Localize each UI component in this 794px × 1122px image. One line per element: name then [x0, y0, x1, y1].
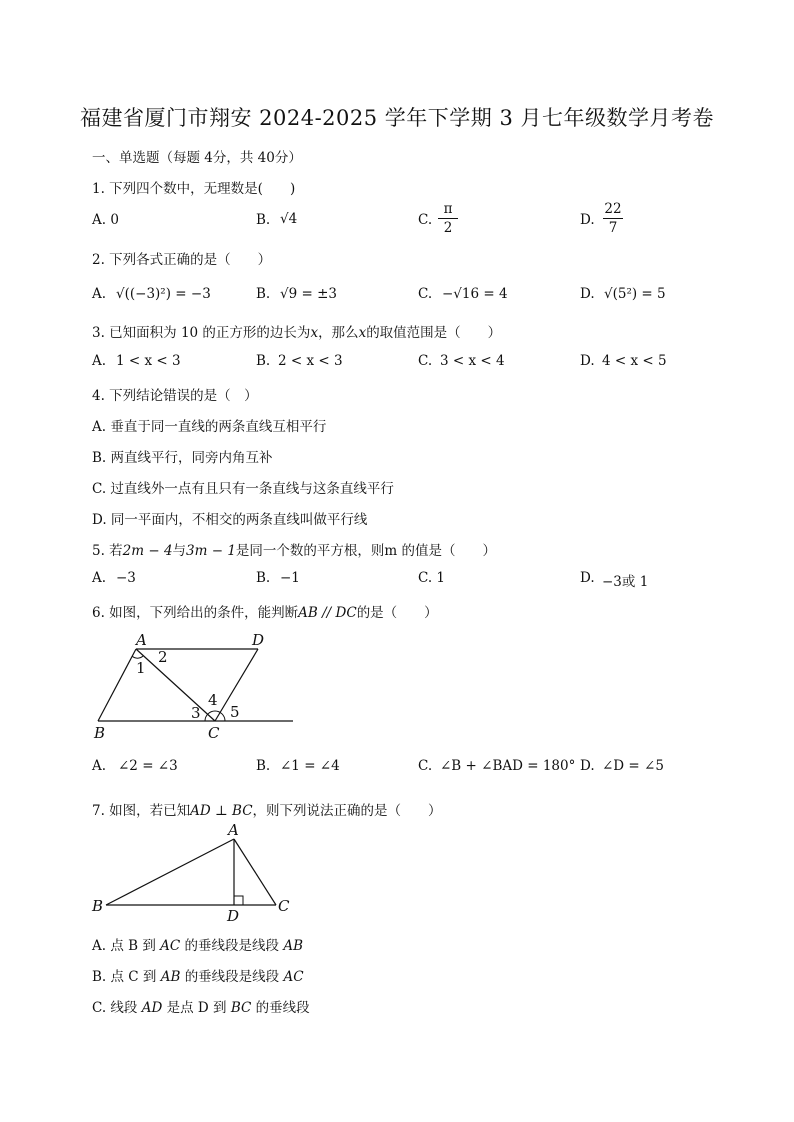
- segment-ab: [98, 649, 136, 721]
- q4-option-d: D. 同一平面内，不相交的两条直线叫做平行线: [92, 512, 368, 528]
- angle-arc-a: [132, 656, 143, 658]
- q4-option-a: A. 垂直于同一直线的两条直线互相平行: [92, 419, 327, 435]
- vertex-label-b: B: [92, 897, 104, 915]
- q6-option-a-label: A.: [92, 758, 107, 774]
- q7-c-math-2: BC: [230, 1000, 252, 1016]
- q5-expression-2: 3m − 1: [186, 543, 236, 559]
- q5-option-a-label: A.: [92, 570, 107, 586]
- q7-triangle-figure: [88, 820, 298, 926]
- vertex-label-c: C: [208, 724, 220, 742]
- q7-b-text-mid: 的垂线段是线段: [184, 969, 280, 985]
- q7-stem-part-b: ，则下列说法正确的是（ ）: [252, 803, 442, 819]
- fraction-bar: [603, 218, 623, 219]
- q1-option-b-expr: √4: [280, 211, 298, 227]
- segment-ac: [234, 839, 276, 905]
- q6-option-d-label: D.: [580, 758, 595, 774]
- angle-arc-c: [205, 711, 225, 721]
- q7-c-text-mid: 是点 D 到: [166, 1000, 227, 1016]
- vertex-label-c: C: [278, 897, 290, 915]
- q5-option-d-value: −3或 1: [602, 574, 649, 590]
- q7-option-b: [92, 965, 304, 985]
- q6-parallel-expression: AB // DC: [298, 605, 357, 621]
- q5-option-d-label: D.: [580, 570, 595, 586]
- q5-option-b-value: −1: [280, 570, 300, 586]
- fraction-numerator: π: [443, 201, 453, 217]
- q6-option-b-expr: ∠1 = ∠4: [280, 758, 340, 774]
- q3-stem-part-a: 3. 已知面积为 10 的正方形的边长为: [92, 325, 311, 341]
- q3-option-b-label: B.: [256, 353, 271, 369]
- question-2-stem: 2. 下列各式正确的是（ ）: [92, 252, 272, 268]
- q7-a-math-2: AB: [283, 938, 303, 954]
- q3-option-a-label: A.: [92, 353, 107, 369]
- q1-option-c-label: C.: [418, 212, 433, 228]
- q2-option-b-expr: √9 = ±3: [280, 286, 337, 302]
- q3-variable: x: [310, 325, 319, 341]
- vertex-label-d: D: [227, 907, 240, 925]
- q6-option-b-label: B.: [256, 758, 271, 774]
- q2-option-a-expr: √((−3)²) = −3: [116, 286, 211, 302]
- q3-variable: x: [358, 325, 367, 341]
- q1-option-d-label: D.: [580, 212, 595, 228]
- vertex-label-a: A: [136, 631, 147, 649]
- q7-c-math-1: AD: [141, 1000, 163, 1016]
- angle-label-2: 2: [158, 648, 168, 666]
- q1-option-d-fraction: [601, 201, 625, 236]
- vertex-label-d: D: [252, 631, 265, 649]
- q7-b-math-2: AC: [283, 969, 304, 985]
- right-angle-mark: [234, 896, 243, 905]
- fraction-numerator: 22: [604, 201, 622, 217]
- q1-option-a: A. 0: [92, 212, 119, 228]
- q6-option-d-expr: ∠D = ∠5: [602, 758, 664, 774]
- q7-a-text: A. 点 B 到: [92, 938, 156, 954]
- q3-option-c-label: C.: [418, 353, 433, 369]
- vertex-label-a: A: [228, 821, 239, 839]
- q7-c-text: C. 线段: [92, 1000, 138, 1016]
- q6-stem-part-a: 6. 如图，下列给出的条件，能判断: [92, 605, 299, 621]
- q2-option-c-label: C.: [418, 286, 433, 302]
- q7-stem-part-a: 7. 如图，若已知: [92, 803, 191, 819]
- q6-parallelogram-figure: [88, 628, 298, 743]
- fraction-denominator: 7: [608, 220, 618, 236]
- q2-option-d-label: D.: [580, 286, 595, 302]
- section-heading: 一、单选题（每题 4分，共 40分）: [92, 150, 302, 166]
- q3-stem-part-b: ，那么: [318, 325, 359, 341]
- q3-option-d-expr: 4 < x < 5: [602, 353, 667, 369]
- angle-label-3: 3: [191, 704, 201, 722]
- q4-option-b: B. 两直线平行，同旁内角互补: [92, 450, 273, 466]
- exam-title: 福建省厦门市翔安 2024-2025 学年下学期 3 月七年级数学月考卷: [79, 106, 715, 130]
- q7-b-math-1: AB: [160, 969, 181, 985]
- q6-option-c-label: C.: [418, 758, 433, 774]
- q6-stem-part-b: 的是（ ）: [356, 605, 438, 621]
- vertex-label-b: B: [94, 724, 106, 742]
- q5-expression-1: 2m − 4: [122, 543, 173, 559]
- question-7-stem: [92, 799, 442, 819]
- q1-option-b-label: B.: [256, 212, 271, 228]
- q7-c-text-end: 的垂线段: [255, 1000, 310, 1016]
- q5-stem-part-c: 是同一个数的平方根，则m 的值是（ ）: [235, 543, 497, 559]
- q2-option-c-expr: −√16 = 4: [442, 286, 508, 302]
- q3-stem-part-c: 的取值范围是（ ）: [366, 325, 502, 341]
- fraction-bar: [438, 218, 458, 219]
- q6-option-a-expr: ∠2 = ∠3: [118, 758, 178, 774]
- question-6-stem: [92, 601, 438, 621]
- q3-option-a-expr: 1 < x < 3: [116, 353, 181, 369]
- question-4-stem: 4. 下列结论错误的是（ ）: [92, 388, 258, 404]
- q7-a-math-1: AC: [160, 938, 181, 954]
- question-3-stem: [92, 321, 501, 341]
- q2-option-d-expr: √(5²) = 5: [604, 286, 666, 302]
- q7-option-c: [92, 996, 310, 1016]
- q1-option-c-fraction: [436, 201, 460, 236]
- question-5-stem: [92, 539, 496, 559]
- q7-b-text: B. 点 C 到: [92, 969, 157, 985]
- q5-option-c: C. 1: [418, 570, 446, 586]
- segment-ac: [136, 649, 215, 721]
- question-1-stem: 1. 下列四个数中，无理数是( ): [92, 181, 296, 197]
- q3-option-d-label: D.: [580, 353, 595, 369]
- q2-option-a-label: A.: [92, 286, 107, 302]
- angle-label-4: 4: [208, 691, 218, 709]
- q4-option-c: C. 过直线外一点有且只有一条直线与这条直线平行: [92, 481, 394, 497]
- q3-option-c-expr: 3 < x < 4: [440, 353, 505, 369]
- angle-label-1: 1: [136, 659, 146, 677]
- angle-label-5: 5: [230, 703, 240, 721]
- q5-stem-part-a: 5. 若: [92, 543, 123, 559]
- segment-ab: [106, 839, 234, 905]
- q5-option-a-value: −3: [116, 570, 136, 586]
- q2-option-b-label: B.: [256, 286, 271, 302]
- fraction-denominator: 2: [443, 220, 453, 236]
- q3-option-b-expr: 2 < x < 3: [278, 353, 343, 369]
- q6-option-c-expr: ∠B + ∠BAD = 180°: [440, 758, 576, 774]
- q5-stem-part-b: 与: [172, 543, 187, 559]
- q5-option-b-label: B.: [256, 570, 271, 586]
- q7-option-a: [92, 934, 303, 954]
- q7-a-text-mid: 的垂线段是线段: [184, 938, 280, 954]
- q7-perpendicular-expression: AD ⊥ BC: [190, 803, 253, 819]
